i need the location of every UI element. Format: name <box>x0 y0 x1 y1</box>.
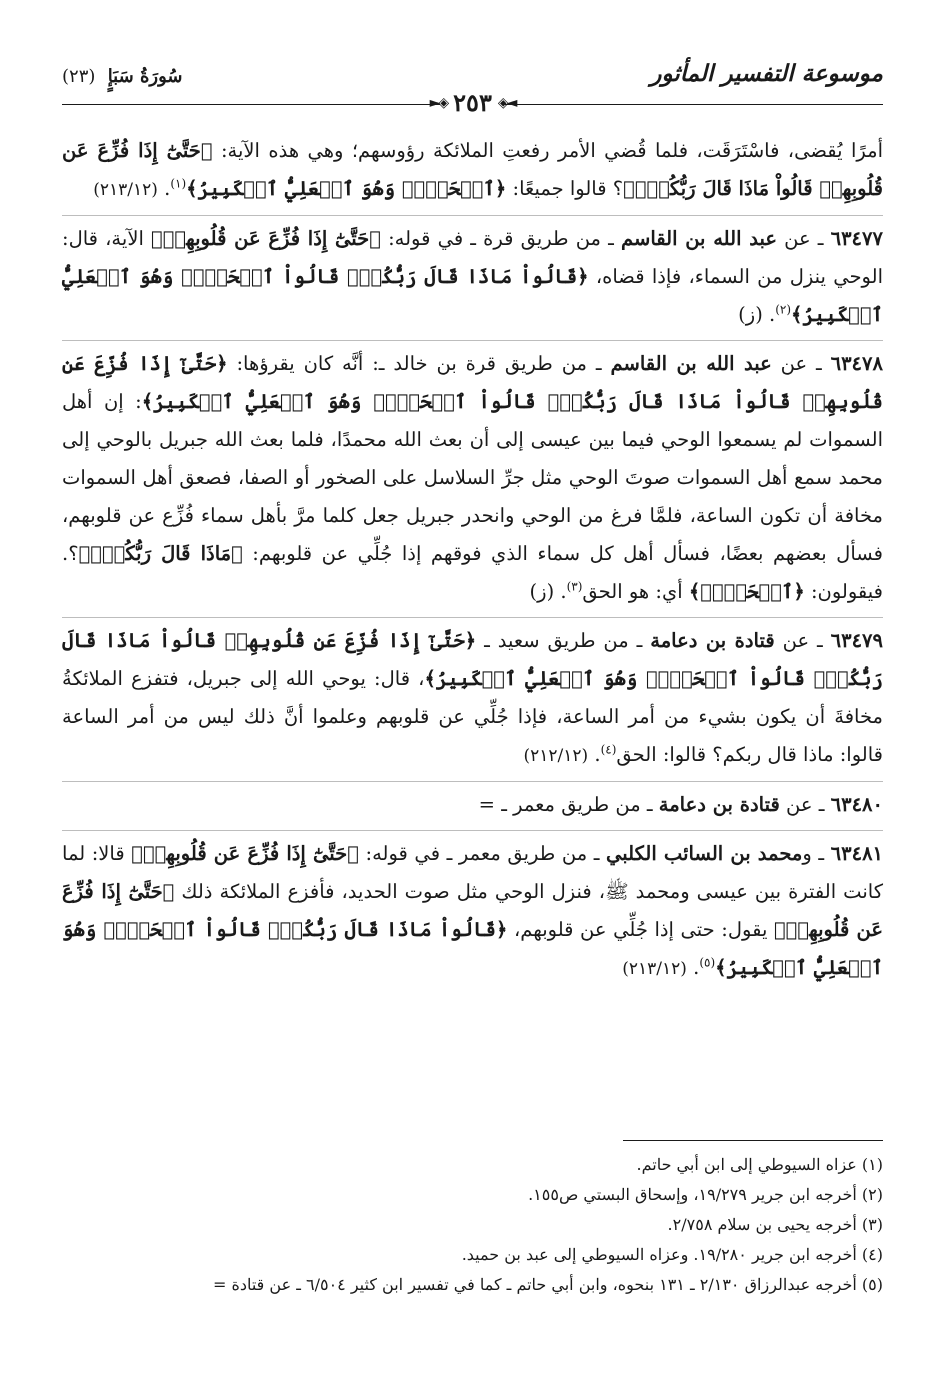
footnote-marker: (٤) <box>600 742 617 757</box>
quran-quote: ﴿قَالُواْ مَاذَا قَالَ رَبُّكُمۡۖ قَالُواْ ٱلۡحَقَّۖ وَهُوَ ٱلۡعَلِيُّ ٱلۡكَبِيرُ﴾ <box>62 918 883 979</box>
text-segment: ـ من طريق معمر ـ = <box>478 793 659 816</box>
footnote-4: (٤) أخرجه ابن جرير ١٩/٢٨٠. وعزاه السيوطي إلى عبد بن حميد. <box>461 1245 883 1264</box>
surah-name: سُورَةُ سَبَإٍ <box>107 66 183 87</box>
quran-quote: ﴿حَتَّىٰٓ إِذَا فُزِّعَ عَن قُلُوبِهِمۡ قَالُواْ مَاذَا قَالَ رَبُّكُمۡۖ قَالُواْ ٱلۡحَقَّۖ وَهُوَ ٱلۡعَلِيُّ ٱلۡكَبِيرُ﴾ <box>62 629 883 690</box>
surah-title <box>62 66 182 87</box>
quran-quote: ﴿مَاذَا قَالَ رَبُّكُمۡۖ﴾ <box>78 542 243 565</box>
text-segment: . (ز) <box>529 580 567 603</box>
text-segment: قالا: لما كانت الفترة بين عيسى ومحمد ﷺ، فنزل الوحي مثل صوت الحديد، فأفزع الملائكة ذلك <box>62 842 883 903</box>
text-segment: . (ز) <box>738 303 776 326</box>
narrator-name: عبد الله بن القاسم <box>610 352 772 375</box>
page-header <box>62 58 883 117</box>
hadith-number: ٦٣٤٧٩ <box>830 629 884 652</box>
text-segment: الآية، قال: الوحي ينزل من السماء، فإذا قضاه، <box>62 227 883 288</box>
quran-quote: ﴿حَتَّىٰٓ إِذَا فُزِّعَ عَن قُلُوبِهِمۡ قَالُواْ مَاذَا قَالَ رَبُّكُمۡۖ قَالُواْ ٱلۡحَقَّۖ وَهُوَ ٱلۡعَلِيُّ ٱلۡكَبِيرُ﴾ <box>62 352 883 413</box>
text-segment: ـ و <box>802 842 831 865</box>
footnote-marker: (٢) <box>775 302 792 317</box>
quran-quote: ﴿حَتَّىٰٓ إِذَا فُزِّعَ عَن قُلُوبِهِمۡ قَالُواْ مَاذَا قَالَ رَبُّكُمۡۖ﴾ <box>62 139 883 200</box>
hadith-number: ٦٣٤٧٧ <box>830 227 883 250</box>
text-segment: ـ عن <box>771 352 831 375</box>
footnotes <box>40 1150 883 1300</box>
footnote-marker: (١) <box>170 176 187 191</box>
text-segment: ، قال: يوحي الله إلى جبريل، فتفزع الملائكةُ مخافةَ أن يكون بشيء من أمر الساعة، فإذا جُلِّي عن قلوبهم وعلموا أنَّ ذلك ليس من أمر الساعة قالوا: ماذا قال ربكم؟ قالوا: الحق <box>62 667 883 766</box>
book-title: موسوعة التفسير المأثور <box>650 60 883 87</box>
text-segment: أمرًا يُقضى، فاسْتَرَقَت، فلما قُضي الأمر رفعتِ الملائكة رؤوسهم؛ وهي هذه الآية: <box>212 139 883 162</box>
text-segment: ـ من طريق قرة ـ في قوله: <box>380 227 621 250</box>
narrator-name: قتادة بن دعامة <box>650 629 775 652</box>
footnote-rule <box>623 1140 883 1141</box>
text-segment: ـ من طريق سعيد ـ <box>476 629 651 652</box>
narrator-name: عبد الله بن القاسم <box>621 227 777 250</box>
quran-quote: ﴿قَالُواْ مَاذَا قَالَ رَبُّكُمۡۖ قَالُواْ ٱلۡحَقَّۖ وَهُوَ ٱلۡعَلِيُّ ٱلۡكَبِيرُ﴾ <box>62 265 883 326</box>
footnote-5: (٥) أخرجه عبدالرزاق ٢/١٣٠ ـ ١٣١ بنحوه، وابن أبي حاتم ـ كما في تفسير ابن كثير ٦/٥٠٤ ـ عن قتادة = <box>212 1275 883 1294</box>
text-segment: . <box>686 956 700 979</box>
text-segment: ؟ قالوا جميعًا: <box>506 177 624 200</box>
header-rule-right <box>505 104 883 105</box>
hadith-63480 <box>62 781 883 824</box>
text-segment: . <box>588 743 601 766</box>
text-segment: يقول: حتى إذا جُلِّي عن قلوبهم، <box>507 918 774 941</box>
footnote-marker: (٥) <box>699 955 716 970</box>
text-segment: ـ من طريق قرة بن خالد ـ: أنَّه كان يقرؤها: <box>227 352 611 375</box>
hadith-63477 <box>62 215 883 334</box>
quran-quote: ﴿حَتَّىٰٓ إِذَا فُزِّعَ عَن قُلُوبِهِمۡ﴾ <box>151 227 381 250</box>
text-segment: ـ عن <box>774 629 831 652</box>
hadith-63478 <box>62 340 883 611</box>
footnote-2: (٢) أخرجه ابن جرير ١٩/٢٧٩، وإسحاق البستي ص١٥٥. <box>528 1185 883 1204</box>
header-rule-left <box>62 104 440 105</box>
text-segment: ـ من طريق معمر ـ في قوله: <box>358 842 607 865</box>
hadith-63479 <box>62 617 883 775</box>
quran-quote: ﴿ٱلۡحَقَّۖ﴾ <box>688 580 805 603</box>
quran-quote: ﴿حَتَّىٰٓ إِذَا فُزِّعَ عَن قُلُوبِهِمۡ﴾ <box>62 880 883 941</box>
narrator-name: محمد بن السائب الكلبي <box>606 842 803 865</box>
text-segment: . <box>157 177 171 200</box>
narrator-name: قتادة بن دعامة <box>658 793 780 816</box>
text-segment: أي: هو الحق <box>582 580 689 603</box>
footnote-1: (١) عزاه السيوطي إلى ابن أبي حاتم. <box>636 1155 883 1174</box>
text-segment: : إن أهل السموات لم يسمعوا الوحي فيما بين عيسى إلى أن بعث الله محمدًا، فلما بعث الله جبريل بالوحي إلى محمد سمع أهل السموات صوتَ الوحي مثل جرِّ السلاسل على الصخور أو الصفا، فصعق أهل السموات مخافة أن تكون الساعة، فلمَّا فرغ من الوحي وانحدر جبريل جعل كلما مرَّ بأهل سماء فُزِّع عن قلوبهم، فسأل بعضهم بعضًا، فسأل أهل كل سماء الذي فوقهم إذا جُلِّي عن قلوبهم: <box>62 390 883 565</box>
hadith-number: ٦٣٤٧٨ <box>830 352 883 375</box>
main-text <box>62 132 883 994</box>
quran-quote: ﴿حَتَّىٰٓ إِذَا فُزِّعَ عَن قُلُوبِهِمۡ﴾ <box>131 842 359 865</box>
footnote-marker: (٣) <box>566 579 583 594</box>
hadith-number: ٦٣٤٨٠ <box>830 793 883 816</box>
footnote-3: (٣) أخرجه يحيى بن سلام ٢/٧٥٨. <box>667 1215 883 1234</box>
text-segment: ـ عن <box>779 793 831 816</box>
surah-number: (٢٣) <box>62 66 96 87</box>
hadith-63481 <box>62 830 883 988</box>
page-number-text: ٢٥٣ <box>453 88 492 117</box>
paragraph-continuation <box>62 132 883 209</box>
volume-reference: (٢١٣/١٢) <box>93 180 158 200</box>
ornament-icon: ◈► <box>429 94 448 111</box>
ornament-icon: ◄◈ <box>497 94 516 111</box>
hadith-number: ٦٣٤٨١ <box>830 842 884 865</box>
quran-quote: ﴿ٱلۡحَقَّۖ وَهُوَ ٱلۡعَلِيُّ ٱلۡكَبِيرُ﴾ <box>186 177 507 200</box>
text-segment: ؟. فيقولون: <box>62 542 883 603</box>
volume-reference: (٢١٢/١٢) <box>523 746 589 766</box>
text-segment: ـ عن <box>776 227 831 250</box>
volume-reference: (٢١٣/١٢) <box>622 959 687 979</box>
page-number <box>430 88 516 117</box>
